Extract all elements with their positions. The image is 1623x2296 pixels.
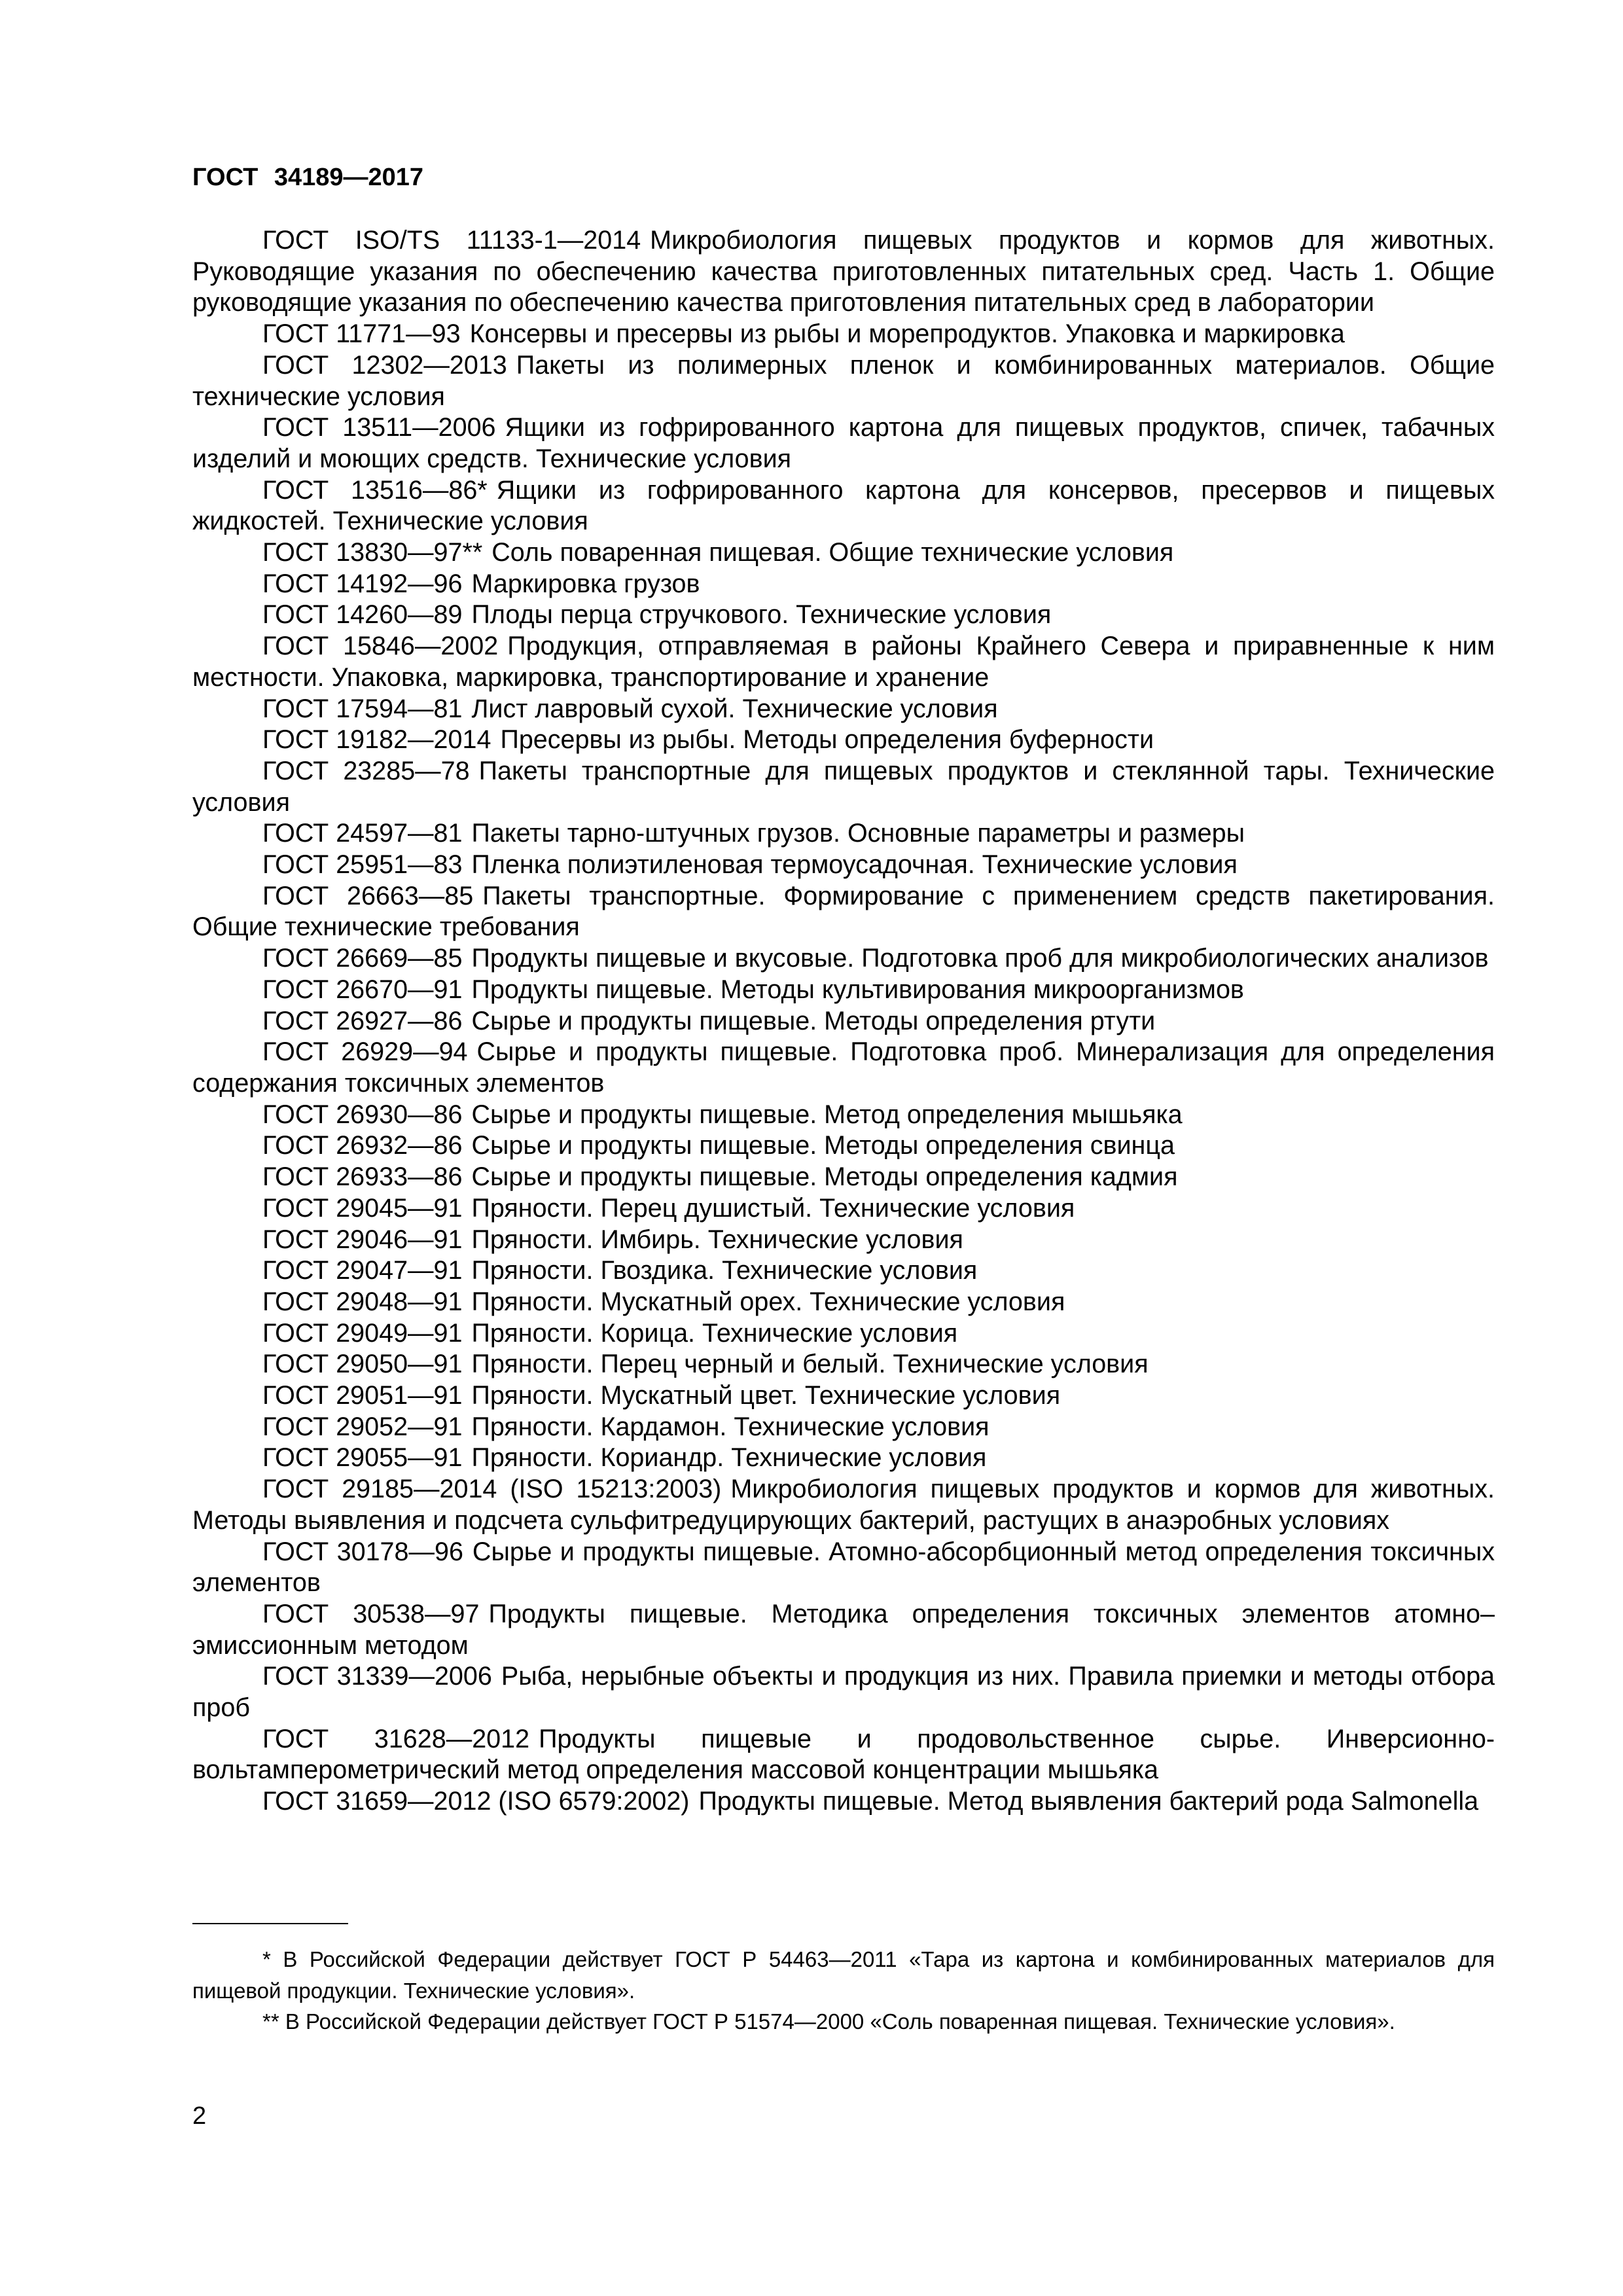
reference-title: Маркировка грузов <box>471 569 700 598</box>
reference-code: ГОСТ 17594—81 <box>262 694 463 723</box>
reference-code: ГОСТ 14192—96 <box>262 569 463 598</box>
reference-code: ГОСТ 23285—78 <box>262 756 470 785</box>
reference-code: ГОСТ 13830—97** <box>262 538 483 567</box>
reference-code: ГОСТ 29185—2014 (ISO 15213:2003) <box>262 1475 722 1504</box>
reference-entry <box>192 1786 1495 1818</box>
reference-entry <box>192 694 1495 725</box>
reference-code: ГОСТ 29047—91 <box>262 1256 463 1285</box>
reference-title: Продукты пищевые и вкусовые. Подготовка проб для микробиологических анализов <box>471 944 1489 973</box>
reference-code: ГОСТ 25951—83 <box>262 850 463 880</box>
reference-entry <box>192 1661 1495 1723</box>
reference-code: ГОСТ 29052—91 <box>262 1412 463 1441</box>
reference-code: ГОСТ 30538—97 <box>262 1599 480 1628</box>
reference-code: ГОСТ 24597—81 <box>262 819 463 848</box>
reference-entry <box>192 319 1495 350</box>
reference-code: ГОСТ 26933—86 <box>262 1162 463 1192</box>
reference-title: Пряности. Корица. Технические условия <box>471 1318 958 1348</box>
reference-title: Пряности. Перец черный и белый. Технические условия <box>471 1350 1149 1379</box>
reference-title: Продукты пищевые. Методы культивирования микроорганизмов <box>471 975 1244 1004</box>
reference-title: Сырье и продукты пищевые. Метод определения мышьяка <box>471 1100 1183 1129</box>
reference-entry <box>192 725 1495 756</box>
footnote-1: * В Российской Федерации действует ГОСТ Р 54463—2011 «Тара из картона и комбинированных материалов для пищевой продукции. Технические условия». <box>192 1947 1495 2003</box>
reference-entry <box>192 537 1495 569</box>
reference-title: Микробиология пищевых продуктов и кормов для животных. Руководящие указания по обеспечению качества приготовленных питательных сред. Часть 1. Общие руководящие указания по обеспечению качества приготовления питательных сред в лаборатории <box>192 226 1495 317</box>
reference-entry <box>192 1006 1495 1037</box>
document-header: ГОСТ 34189—2017 <box>192 164 424 191</box>
reference-title: Пряности. Мускатный цвет. Технические условия <box>471 1381 1061 1410</box>
reference-entry <box>192 1318 1495 1350</box>
footnote-divider <box>192 1923 348 1924</box>
reference-entry <box>192 1599 1495 1661</box>
reference-entry <box>192 1225 1495 1256</box>
reference-entry <box>192 1037 1495 1099</box>
reference-entry <box>192 569 1495 600</box>
footnote-2: ** В Российской Федерации действует ГОСТ Р 51574—2000 «Соль поваренная пищевая. Технические условия». <box>262 2009 1395 2034</box>
page-number: 2 <box>192 2102 207 2130</box>
reference-entry <box>192 412 1495 475</box>
reference-title: Соль поваренная пищевая. Общие технические условия <box>491 538 1174 567</box>
reference-code: ГОСТ 26669—85 <box>262 944 463 973</box>
reference-code: ГОСТ 30178—96 <box>262 1537 463 1566</box>
reference-title: Пряности. Гвоздика. Технические условия <box>471 1256 978 1285</box>
reference-code: ГОСТ 29046—91 <box>262 1225 463 1254</box>
reference-code: ГОСТ 14260—89 <box>262 600 463 630</box>
reference-code: ГОСТ 31339—2006 <box>262 1662 492 1691</box>
reference-title: Пакеты из полимерных пленок и комбинированных материалов. Общие технические условия <box>192 350 1495 411</box>
reference-code: ГОСТ 29048—91 <box>262 1287 463 1316</box>
reference-title: Ящики из гофрированного картона для консервов, пресервов и пищевых жидкостей. Технические условия <box>192 475 1495 536</box>
reference-code: ГОСТ 11771—93 <box>262 319 461 349</box>
reference-entry <box>192 1130 1495 1162</box>
reference-entry <box>192 1474 1495 1536</box>
reference-entry <box>192 850 1495 881</box>
reference-code: ГОСТ 29051—91 <box>262 1381 463 1410</box>
reference-entry <box>192 1162 1495 1193</box>
reference-entry <box>192 225 1495 319</box>
reference-code: ГОСТ 26670—91 <box>262 975 463 1004</box>
reference-title: Сырье и продукты пищевые. Методы определения ртути <box>471 1006 1156 1035</box>
reference-title: Продукты пищевые. Методика определения токсичных элементов атомно–эмиссионным методом <box>192 1599 1495 1660</box>
reference-code: ГОСТ 13516—86* <box>262 475 488 505</box>
reference-code: ГОСТ 29049—91 <box>262 1318 463 1348</box>
reference-code: ГОСТ 31628—2012 <box>262 1724 530 1753</box>
reference-entry <box>192 1255 1495 1287</box>
reference-title: Пряности. Кориандр. Технические условия <box>471 1443 987 1473</box>
reference-code: ГОСТ 26930—86 <box>262 1100 463 1129</box>
reference-title: Сырье и продукты пищевые. Атомно-абсорбционный метод определения токсичных элементов <box>192 1537 1495 1598</box>
reference-code: ГОСТ ISO/TS 11133-1—2014 <box>262 226 641 255</box>
reference-title: Продукты пищевые и продовольственное сырье. Инверсионно-вольтамперометрический метод определения массовой концентрации мышьяка <box>192 1724 1495 1785</box>
reference-entry <box>192 756 1495 818</box>
reference-title: Пакеты тарно-штучных грузов. Основные параметры и размеры <box>471 819 1245 848</box>
reference-entry <box>192 1443 1495 1474</box>
reference-title: Пресервы из рыбы. Методы определения буферности <box>500 725 1154 755</box>
reference-entry <box>192 600 1495 631</box>
reference-code: ГОСТ 29055—91 <box>262 1443 463 1473</box>
reference-code: ГОСТ 26932—86 <box>262 1131 463 1160</box>
reference-entry <box>192 1537 1495 1599</box>
reference-title: Консервы и пресервы из рыбы и морепродуктов. Упаковка и маркировка <box>469 319 1345 349</box>
reference-entry <box>192 975 1495 1006</box>
reference-title: Сырье и продукты пищевые. Методы определения кадмия <box>471 1162 1178 1192</box>
reference-entry <box>192 1724 1495 1786</box>
reference-title: Сырье и продукты пищевые. Методы определения свинца <box>471 1131 1175 1160</box>
reference-code: ГОСТ 13511—2006 <box>262 413 496 442</box>
reference-code: ГОСТ 26927—86 <box>262 1006 463 1035</box>
reference-title: Пакеты транспортные для пищевых продуктов и стеклянной тары. Технические условия <box>192 756 1495 817</box>
reference-code: ГОСТ 29050—91 <box>262 1350 463 1379</box>
reference-code: ГОСТ 29045—91 <box>262 1193 463 1223</box>
reference-entry <box>192 1349 1495 1380</box>
reference-title: Сырье и продукты пищевые. Подготовка проб. Минерализация для определения содержания токсичных элементов <box>192 1037 1495 1098</box>
reference-code: ГОСТ 26663—85 <box>262 881 474 910</box>
reference-title: Плоды перца стручкового. Технические условия <box>471 600 1052 630</box>
reference-title: Пряности. Имбирь. Технические условия <box>471 1225 963 1254</box>
reference-entry <box>192 1193 1495 1225</box>
reference-code: ГОСТ 15846—2002 <box>262 632 499 661</box>
reference-entry <box>192 1380 1495 1412</box>
reference-title: Продукция, отправляемая в районы Крайнего Севера и приравненные к ним местности. Упаковка, маркировка, транспортирование и хранение <box>192 632 1495 692</box>
reference-title: Пряности. Мускатный орех. Технические условия <box>471 1287 1065 1316</box>
reference-entry <box>192 350 1495 412</box>
reference-code: ГОСТ 19182—2014 <box>262 725 491 755</box>
reference-title: Микробиология пищевых продуктов и кормов для животных. Методы выявления и подсчета сульфитредуцирующих бактерий, растущих в анаэробных условиях <box>192 1475 1495 1535</box>
reference-title: Рыба, нерыбные объекты и продукция из них. Правила приемки и методы отбора проб <box>192 1662 1495 1723</box>
reference-title: Пряности. Перец душистый. Технические условия <box>471 1193 1075 1223</box>
reference-entry <box>192 881 1495 943</box>
reference-title: Пряности. Кардамон. Технические условия <box>471 1412 990 1441</box>
reference-entry <box>192 1412 1495 1443</box>
reference-title: Пленка полиэтиленовая термоусадочная. Технические условия <box>471 850 1238 880</box>
reference-title: Лист лавровый сухой. Технические условия <box>471 694 998 723</box>
reference-code: ГОСТ 12302—2013 <box>262 350 507 380</box>
reference-title: Продукты пищевые. Метод выявления бактерий рода Salmonella <box>698 1787 1479 1816</box>
reference-entry <box>192 475 1495 537</box>
reference-title: Ящики из гофрированного картона для пищевых продуктов, спичек, табачных изделий и моющих средств. Технические условия <box>192 413 1495 473</box>
reference-entry <box>192 1100 1495 1131</box>
reference-title: Пакеты транспортные. Формирование с применением средств пакетирования. Общие технические требования <box>192 881 1495 942</box>
normative-references-list <box>192 225 1495 1818</box>
reference-code: ГОСТ 26929—94 <box>262 1037 468 1067</box>
reference-entry <box>192 818 1495 850</box>
footnotes <box>192 1944 1495 2037</box>
reference-entry <box>192 631 1495 693</box>
reference-code: ГОСТ 31659—2012 (ISO 6579:2002) <box>262 1787 690 1816</box>
reference-entry <box>192 1287 1495 1318</box>
reference-entry <box>192 943 1495 975</box>
